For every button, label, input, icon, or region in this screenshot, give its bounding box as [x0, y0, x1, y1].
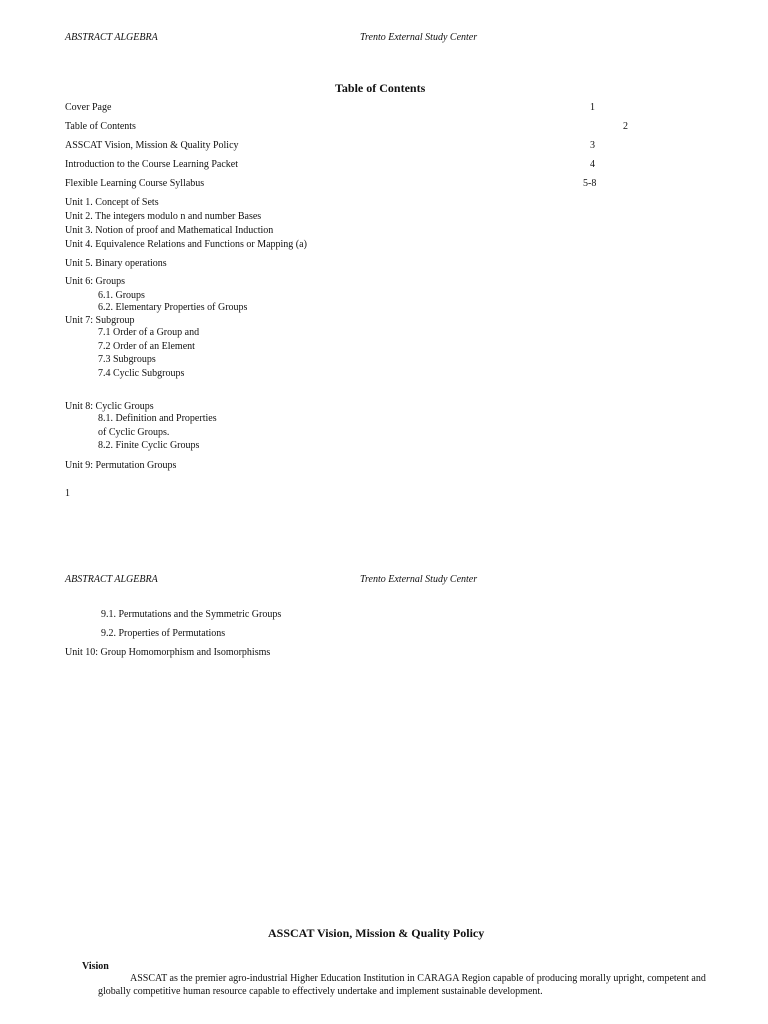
- toc-subunit: 9.2. Properties of Permutations: [101, 628, 226, 639]
- toc-entry-page: 5-8: [583, 178, 597, 189]
- toc-subunit: 7.4 Cyclic Subgroups: [98, 368, 185, 379]
- toc-unit: Unit 7: Subgroup: [65, 315, 135, 326]
- toc-unit: Unit 2. The integers modulo n and number Bases: [65, 211, 262, 222]
- toc-unit: Unit 10: Group Homomorphism and Isomorphisms: [65, 647, 271, 658]
- toc-unit: Unit 6: Groups: [65, 276, 125, 287]
- toc-unit: Unit 3. Notion of proof and Mathematical Induction: [65, 225, 274, 236]
- toc-unit: Unit 1. Concept of Sets: [65, 197, 159, 208]
- toc-subunit: 7.2 Order of an Element: [98, 341, 195, 352]
- header-study-center: Trento External Study Center: [360, 32, 478, 43]
- toc-subunit: 8.2. Finite Cyclic Groups: [98, 440, 200, 451]
- toc-title: Table of Contents: [335, 81, 426, 95]
- toc-entry-label: Cover Page: [65, 102, 112, 113]
- toc-unit: Unit 4. Equivalence Relations and Functions or Mapping (a): [65, 239, 307, 250]
- section-title: ASSCAT Vision, Mission & Quality Policy: [268, 926, 485, 940]
- toc-unit: Unit 8: Cyclic Groups: [65, 401, 154, 412]
- page-number: 1: [65, 488, 70, 499]
- vision-text: ASSCAT as the premier agro-industrial Higher Education Institution in CARAGA Region capable of producing morally upright, competent and globally competitive human resource capable to effectively undertake and implement sustainable development.: [98, 973, 706, 997]
- toc-subunit: 9.1. Permutations and the Symmetric Groups: [101, 609, 282, 620]
- toc-unit: Unit 9: Permutation Groups: [65, 460, 177, 471]
- toc-entry-label: Flexible Learning Course Syllabus: [65, 178, 205, 189]
- header-study-center: Trento External Study Center: [360, 574, 478, 585]
- toc-subunit: 6.1. Groups: [98, 290, 145, 301]
- header-course-title: ABSTRACT ALGEBRA: [65, 32, 158, 43]
- toc-entry-label: Table of Contents: [65, 121, 136, 132]
- toc-subunit: 6.2. Elementary Properties of Groups: [98, 302, 248, 313]
- toc-subunit: 8.1. Definition and Properties: [98, 413, 217, 424]
- toc-entry-page: 1: [590, 102, 595, 113]
- toc-subunit: of Cyclic Groups.: [98, 427, 170, 438]
- toc-entry-page: 3: [590, 140, 595, 151]
- toc-unit: Unit 5. Binary operations: [65, 258, 167, 269]
- toc-entry-label: ASSCAT Vision, Mission & Quality Policy: [65, 140, 239, 151]
- toc-entry-page: 4: [590, 159, 595, 170]
- toc-subunit: 7.1 Order of a Group and: [98, 327, 200, 338]
- header-course-title: ABSTRACT ALGEBRA: [65, 574, 158, 585]
- toc-entry-label: Introduction to the Course Learning Packet: [65, 159, 239, 170]
- toc-entry-page: 2: [623, 121, 628, 132]
- toc-subunit: 7.3 Subgroups: [98, 354, 156, 365]
- vision-label: Vision: [82, 961, 109, 972]
